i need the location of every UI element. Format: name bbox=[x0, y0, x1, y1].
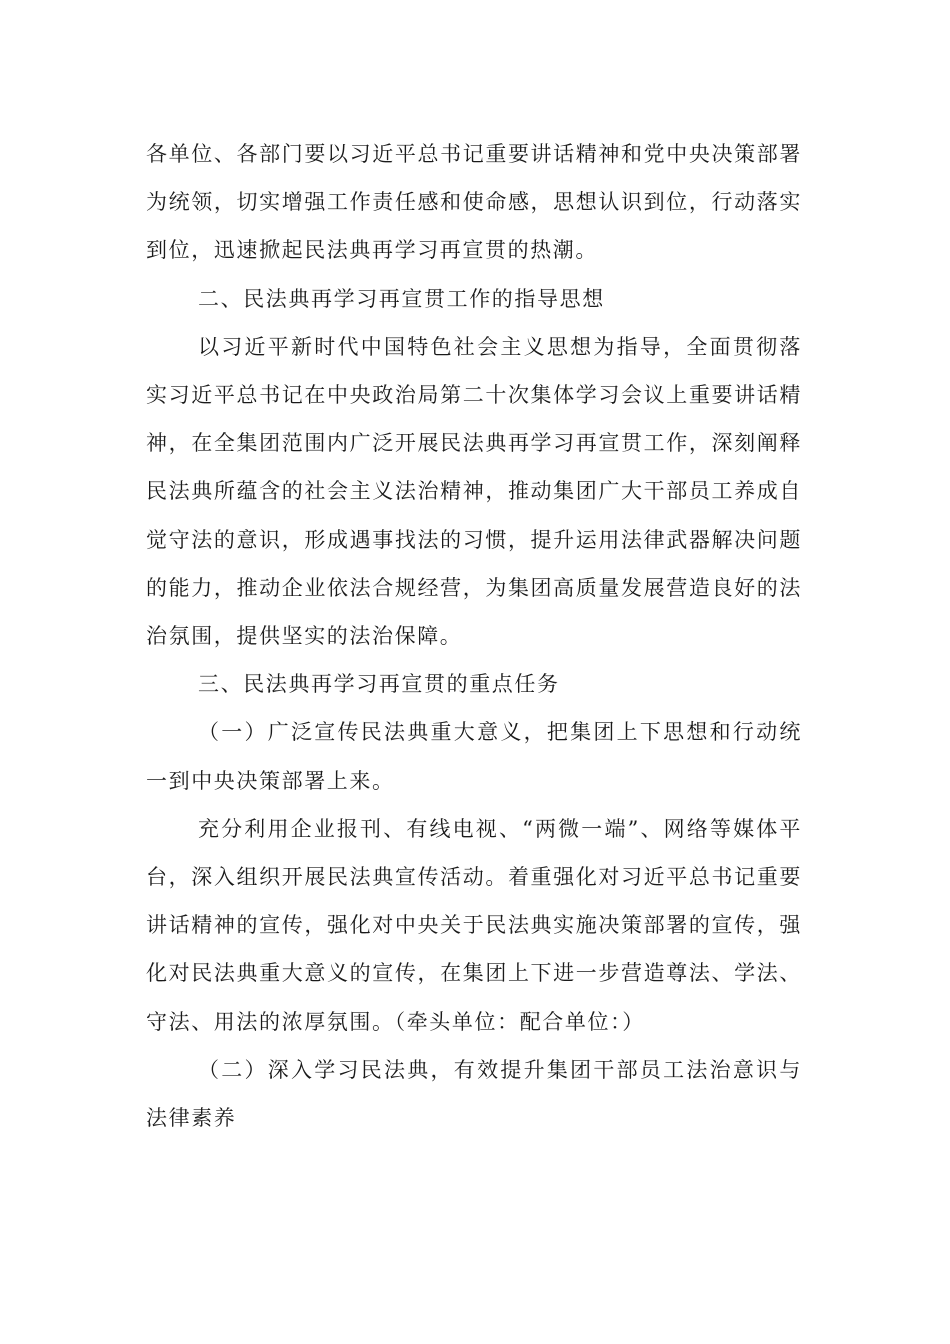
section-heading-key-tasks: 三、民法典再学习再宣贯的重点任务 bbox=[198, 672, 560, 697]
paragraph-guiding-thought: 以习近平新时代中国特色社会主义思想为指导，全面贯彻落实习近平总书记在中央政治局第二十次集体学习会议上重要讲话精神，在全集团范围内广泛开展民法典再学习再宣贯工作，深刻阐释民法典所蕴含的社会主义法治精神，推动集团广大干部员工养成自觉守法的意识，形成遇事找法的习惯，提升运用法律武器解决问题的能力，推动企业依法合规经营，为集团高质量发展营造良好的法治氛围，提供坚实的法治保障。 bbox=[146, 334, 802, 649]
paragraph-publicity: 充分利用企业报刊、有线电视、“两微一端”、网络等媒体平台，深入组织开展民法典宣传活动。着重强化对习近平总书记重要讲话精神的宣传，强化对中央关于民法典实施决策部署的宣传，强化对民法典重大意义的宣传，在集团上下进一步营造尊法、学法、守法、用法的浓厚氛围。（牵头单位：配合单位：） bbox=[146, 816, 802, 1034]
subsection-heading-1: （一）广泛宣传民法典重大意义，把集团上下思想和行动统一到中央决策部署上来。 bbox=[146, 720, 802, 793]
subsection-heading-2: （二）深入学习民法典，有效提升集团干部员工法治意识与法律素养 bbox=[146, 1057, 802, 1131]
document-body bbox=[146, 130, 802, 1142]
paragraph-intro: 各单位、各部门要以习近平总书记重要讲话精神和党中央决策部署为统领，切实增强工作责任感和使命感，思想认识到位，行动落实到位，迅速掀起民法典再学习再宣贯的热潮。 bbox=[146, 142, 802, 263]
section-heading-guiding-thought: 二、民法典再学习再宣贯工作的指导思想 bbox=[198, 286, 605, 311]
